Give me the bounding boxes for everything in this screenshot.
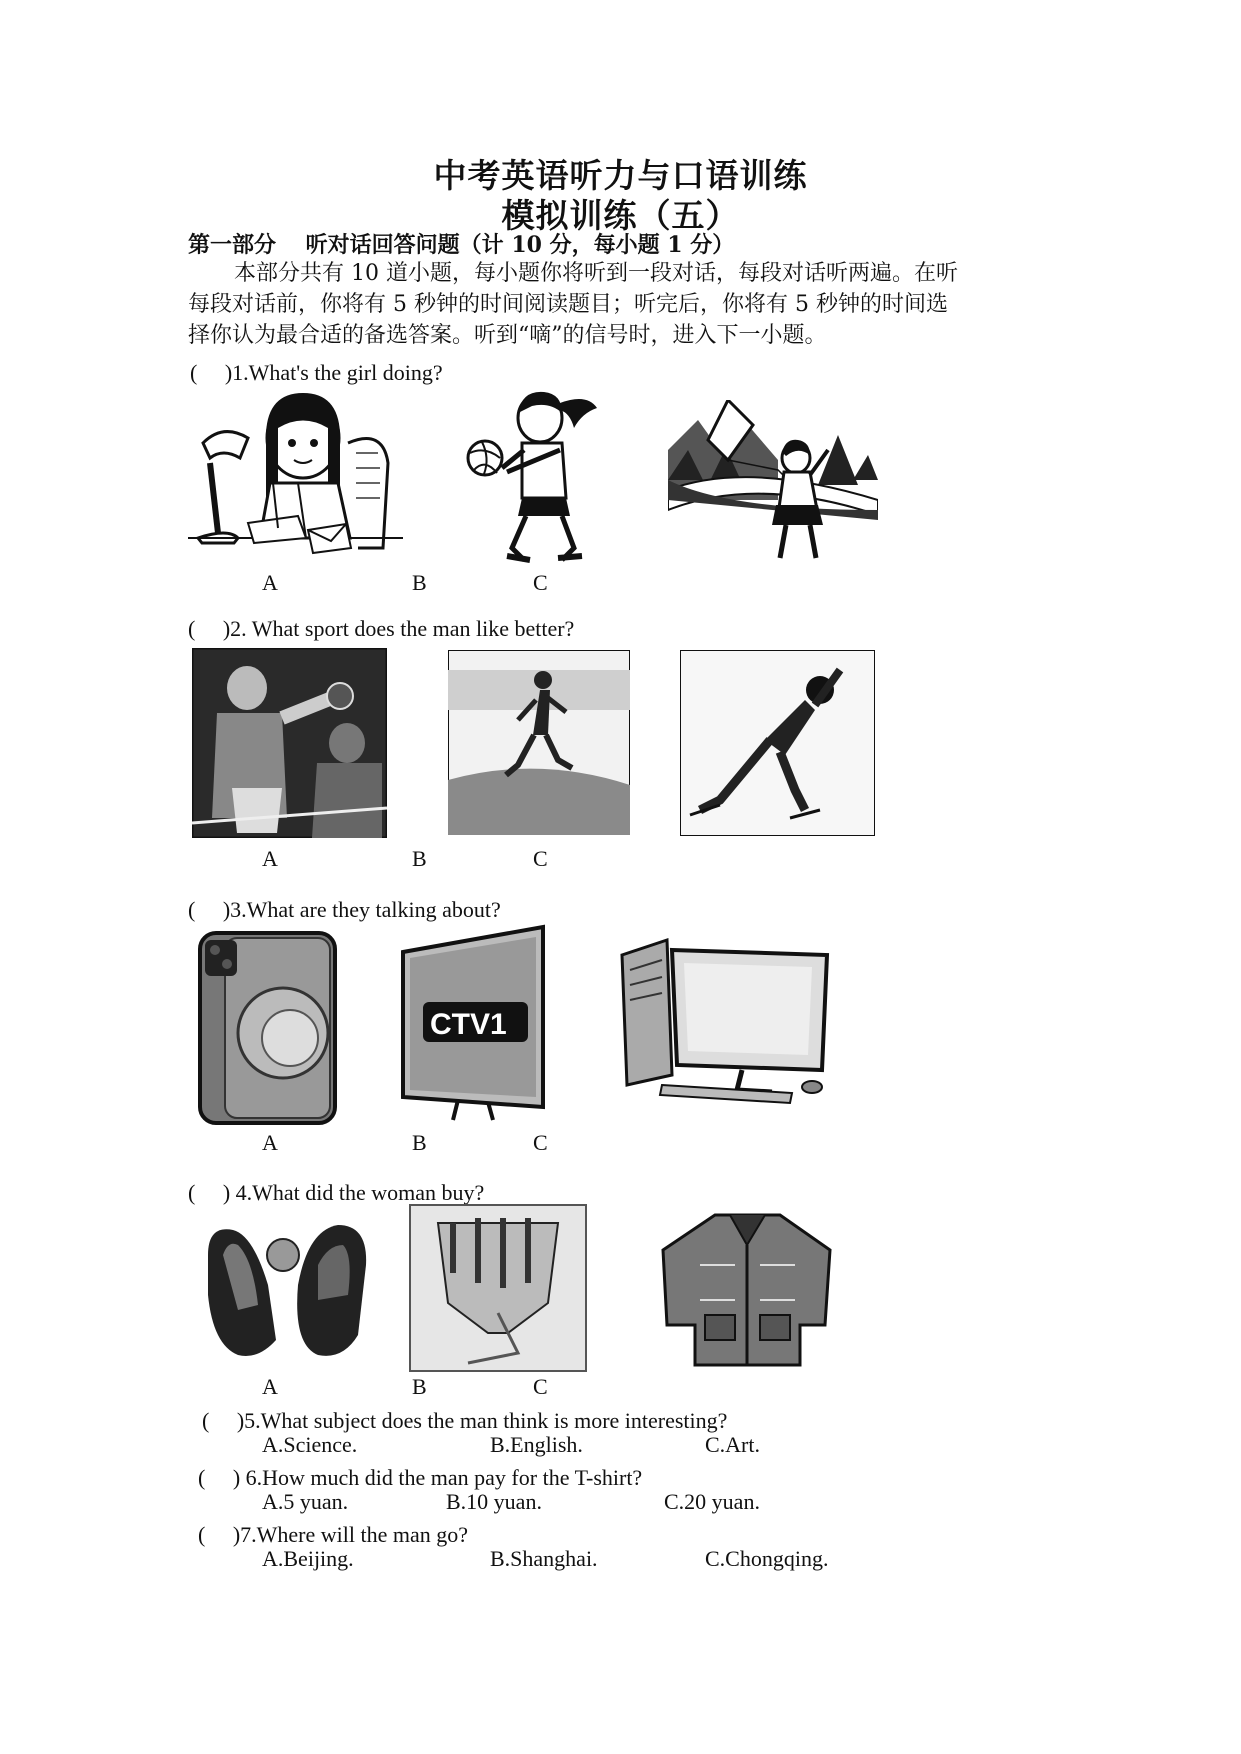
q1-image-c-girl-flying-kite <box>668 400 878 562</box>
q5-option-c: C.Art. <box>705 1432 760 1457</box>
question-1: ( )1.What's the girl doing? <box>190 360 443 385</box>
q1-label-a: A <box>262 570 278 595</box>
q7-option-a: A.Beijing. <box>262 1546 354 1571</box>
intro-line-3: 择你认为最合适的备选答案。听到“嘀”的信号时，进入下一小题。 <box>188 323 827 348</box>
q2-label-b: B <box>412 846 427 871</box>
intro-line-1: 本部分共有 10 道小题，每小题你将听到一段对话，每段对话听两遍。在听 <box>234 261 958 286</box>
q1-image-a-girl-writing <box>188 388 403 558</box>
q2-image-b-running <box>448 650 630 835</box>
q5-option-b: B.English. <box>490 1432 583 1457</box>
question-3: ( )3.What are they talking about? <box>188 897 501 922</box>
page-title: 中考英语听力与口语训练 <box>433 156 808 195</box>
q4-image-c-jacket <box>645 1205 850 1375</box>
question-6: ( ) 6.How much did the man pay for the T-shirt? <box>198 1465 643 1490</box>
q3-label-c: C <box>533 1130 548 1155</box>
q4-image-b-gloves <box>408 1203 588 1373</box>
q4-label-c: C <box>533 1374 548 1399</box>
tv-logo-text: CTV1 <box>430 1008 507 1041</box>
q3-label-b: B <box>412 1130 427 1155</box>
q7-option-b: B.Shanghai. <box>490 1546 598 1571</box>
q4-label-a: A <box>262 1374 278 1399</box>
q6-option-a: A.5 yuan. <box>262 1489 349 1514</box>
q7-option-c: C.Chongqing. <box>705 1546 829 1571</box>
question-2: ( )2. What sport does the man like better? <box>188 616 575 641</box>
q1-label-b: B <box>412 570 427 595</box>
q6-option-c: C.20 yuan. <box>664 1489 760 1514</box>
question-7: ( )7.Where will the man go? <box>198 1522 469 1547</box>
q3-label-a: A <box>262 1130 278 1155</box>
q3-image-b-tv <box>398 922 548 1127</box>
page-subtitle: 模拟训练（五） <box>501 196 740 235</box>
q2-label-a: A <box>262 846 278 871</box>
section-intro <box>188 258 1058 351</box>
q1-image-b-girl-volleyball <box>462 388 602 568</box>
q1-label-c: C <box>533 570 548 595</box>
intro-line-2: 每段对话前，你将有 5 秒钟的时间阅读题目；听完后，你将有 5 秒钟的时间选 <box>188 292 948 317</box>
q2-image-c-speed-skating <box>680 650 875 836</box>
section-heading: 第一部分 听对话回答问题（计 10 分，每小题 1 分） <box>188 232 735 258</box>
q2-image-a-boxing <box>192 648 387 838</box>
q3-image-a-mobile-phone <box>195 928 340 1128</box>
q3-image-c-desktop-computer <box>612 935 832 1115</box>
question-4: ( ) 4.What did the woman buy? <box>188 1180 485 1205</box>
q2-label-c: C <box>533 846 548 871</box>
q6-option-b: B.10 yuan. <box>446 1489 542 1514</box>
q5-option-a: A.Science. <box>262 1432 358 1457</box>
q4-label-b: B <box>412 1374 427 1399</box>
question-5: ( )5.What subject does the man think is more interesting? <box>202 1408 728 1433</box>
q4-image-a-shoes <box>198 1215 373 1365</box>
